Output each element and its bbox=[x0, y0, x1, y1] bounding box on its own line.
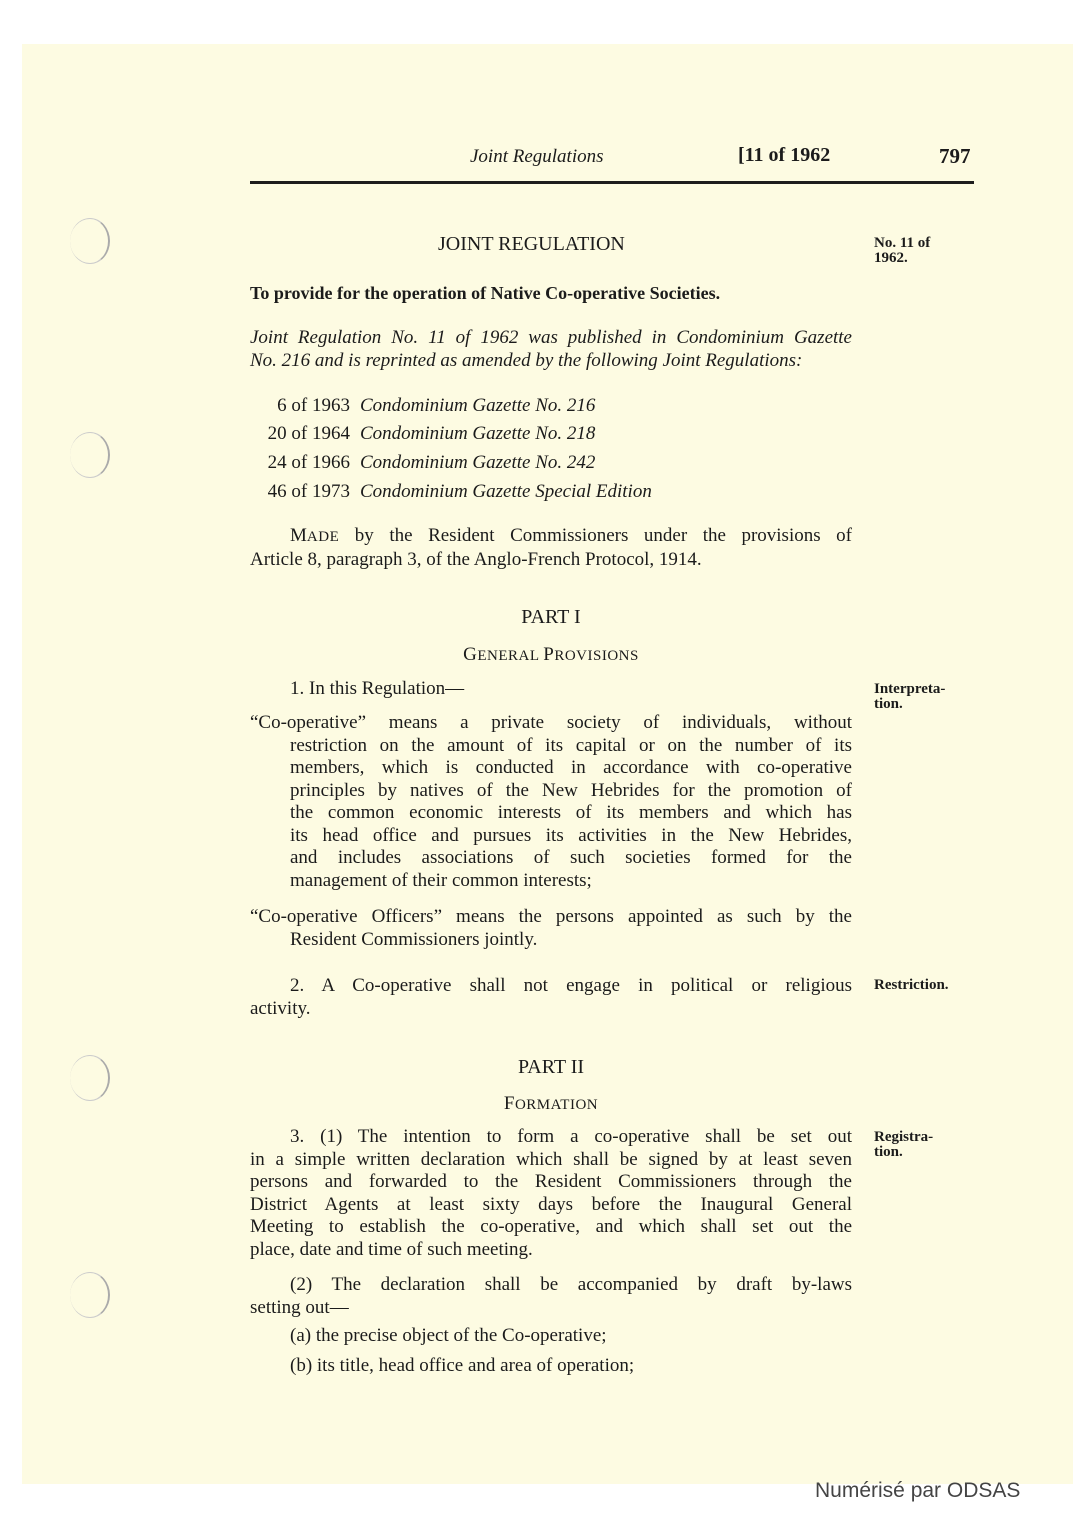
definition-co-operative: “Co-operative” means a private society of individuals, without restriction on the amount of its capital or on the number of its members, which is conducted in accordance with co-operative principles by natives of the New Hebrides for the promotion of the common economic interests of its members and which has its head office and pursues its activities in the New Hebrides, and includes associations of such societies formed for the management of their common interests; bbox=[250, 712, 852, 891]
list-item: (a) the precise object of the Co-operative; bbox=[290, 1325, 607, 1346]
regulation-subtitle: To provide for the operation of Native Co-operative Societies. bbox=[250, 283, 721, 303]
amendment-row: 6 of 1963 Condominium Gazette No. 216 bbox=[277, 395, 596, 416]
section-2: 2. A Co-operative shall not engage in political or religious activity. bbox=[250, 975, 852, 1019]
section-3-subsection-1: 3. (1) The intention to form a co-operative shall be set out in a simple written declaration which shall be signed by at least seven persons and forwarded to the Resident Commissioners through the District Agents at least sixty days before the Inaugural General Meeting to establish the co-operative, and which shall set out the place, date and time of such meeting. bbox=[250, 1126, 852, 1260]
digitization-credit: Numérisé par ODSAS bbox=[815, 1479, 1021, 1502]
regulation-reference: [11 of 1962 bbox=[738, 144, 831, 166]
part-subheading: GENERAL PROVISIONS bbox=[463, 644, 639, 665]
section-3-subsection-2: (2) The declaration shall be accompanied by draft by-laws setting out— bbox=[250, 1274, 852, 1318]
part-heading: PART II bbox=[517, 1056, 585, 1078]
section-1-lead: 1. In this Regulation— bbox=[290, 678, 465, 699]
intro-paragraph: Joint Regulation No. 11 of 1962 was published in Condominium Gazette No. 216 and is reprinted as amended by the following Joint Regulations: bbox=[250, 327, 852, 371]
list-item: (b) its title, head office and area of operation; bbox=[290, 1355, 635, 1376]
part-heading: PART I bbox=[521, 606, 581, 628]
punch-hole-icon bbox=[70, 1055, 110, 1101]
amendment-row: 46 of 1973 Condominium Gazette Special Edition bbox=[267, 481, 652, 502]
margin-note-restriction: Restriction. bbox=[874, 977, 949, 993]
punch-hole-icon bbox=[70, 432, 110, 478]
enactment-paragraph: MADE by the Resident Commissioners under the provisions of Article 8, paragraph 3, of the Anglo-French Protocol, 1914. bbox=[250, 525, 852, 570]
punch-hole-icon bbox=[70, 1272, 110, 1318]
page-title: JOINT REGULATION bbox=[438, 233, 625, 255]
part-subheading: FORMATION bbox=[503, 1093, 599, 1114]
margin-note-number: No. 11 of 1962. bbox=[874, 235, 931, 266]
page-number: 797 bbox=[939, 144, 971, 168]
header-rule bbox=[250, 181, 974, 184]
amendment-row: 20 of 1964 Condominium Gazette No. 218 bbox=[267, 423, 596, 444]
running-title: Joint Regulations bbox=[470, 146, 604, 167]
margin-note-interpretation: Interpreta- tion. bbox=[874, 681, 946, 712]
margin-note-registration: Registra- tion. bbox=[874, 1129, 934, 1160]
amendment-row: 24 of 1966 Condominium Gazette No. 242 bbox=[267, 452, 596, 473]
definition-co-operative-officers: “Co-operative Officers” means the persons appointed as such by the Resident Commissioners jointly. bbox=[250, 906, 852, 950]
punch-hole-icon bbox=[70, 218, 110, 264]
